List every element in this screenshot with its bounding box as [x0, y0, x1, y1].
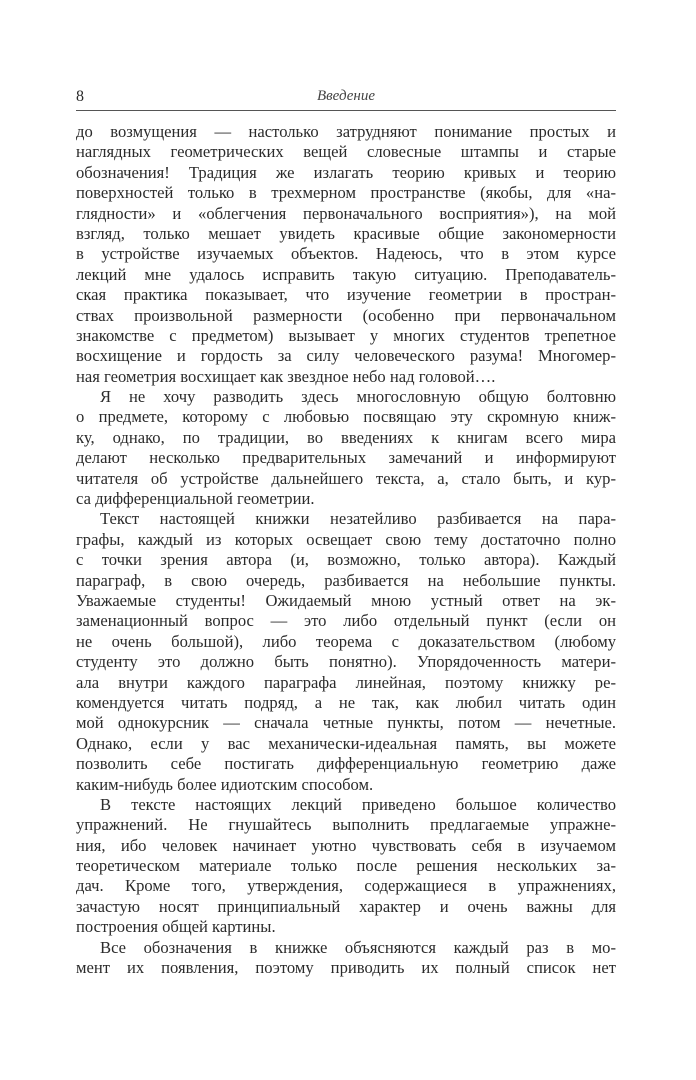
text-line: позволить себе постигать дифференциальную геометрию даже [76, 754, 616, 774]
text-line: Текст настоящей книжки незатейливо разбивается на пара- [100, 509, 616, 529]
text-line: читателя об устройстве дальнейшего текста, а, стало быть, и кур- [76, 468, 616, 488]
text-line: о предмете, которому с любовью посвящаю эту скромную книж- [76, 407, 616, 427]
text-line: ку, однако, по традиции, во введениях к книгам всего мира [76, 427, 616, 447]
text-line: ная геометрия восхищает как звездное небо над головой…. [76, 366, 496, 386]
text-line: восхищение и гордость за силу человеческого разума! Многомер- [76, 346, 616, 366]
text-line: зачастую носят принципиальный характер и очень важны для [76, 896, 616, 916]
text-line: Однако, если у вас механически-идеальная память, вы можете [76, 733, 616, 753]
running-title: Введение [317, 88, 375, 104]
paragraph [76, 122, 616, 387]
text-line: наглядных геометрических вещей словесные штампы и старые [76, 142, 616, 162]
text-line: Я не хочу разводить здесь многословную общую болтовню [100, 387, 616, 407]
text-line: каким-нибудь более идиотским способом. [76, 774, 374, 794]
text-line: ния, ибо человек начинает уютно чувствовать себя в изучаемом [76, 835, 616, 855]
text-line: до возмущения — настолько затрудняют понимание простых и [76, 122, 616, 141]
page-number: 8 [76, 88, 84, 105]
page-body [76, 122, 616, 978]
paragraph [76, 938, 616, 979]
text-line: с точки зрения автора (и, возможно, только автора). Каждый [76, 550, 616, 570]
text-line: построения общей картины. [76, 917, 276, 937]
text-line: параграф, в свою очередь, разбивается на небольшие пункты. [76, 570, 616, 590]
text-line: Все обозначения в книжке объясняются каждый раз в мо- [100, 937, 616, 957]
text-line: знакомстве с предметом) вызывает у многих студентов трепетное [76, 325, 616, 345]
text-line: поверхностей только в трехмерном пространстве (якобы, для «на- [76, 183, 616, 203]
page-header [76, 88, 616, 111]
text-line: комендуется читать подряд, а не так, как любил читать один [76, 692, 616, 712]
text-line: взгляд, только мешает увидеть красивые общие закономерности [76, 223, 616, 243]
text-line: мент их появления, поэтому приводить их полный список нет [76, 958, 616, 978]
text-line: ала внутри каждого параграфа линейная, поэтому книжку ре- [76, 672, 616, 692]
text-line: не очень большой), либо теорема с доказательством (любому [76, 631, 616, 651]
text-line: мой однокурсник — сначала четные пункты, потом — нечетные. [76, 713, 616, 733]
text-line: заменационный вопрос — это либо отдельный пункт (если он [76, 611, 616, 631]
text-line: лекций мне удалось исправить такую ситуацию. Преподаватель- [76, 264, 616, 284]
text-line: обозначения! Традиция же излагать теорию кривых и теорию [76, 162, 616, 182]
text-line: ская практика показывает, что изучение геометрии в простран- [76, 285, 616, 305]
paragraph [76, 387, 616, 509]
text-line: глядности» и «облегчения первоначального восприятия»), на мой [76, 203, 616, 223]
text-line: теоретическом материале только после решения нескольких за- [76, 856, 616, 876]
paragraph [76, 795, 616, 938]
text-line: в устройстве изучаемых объектов. Надеюсь, что в этом курсе [76, 244, 616, 264]
paragraph [76, 509, 616, 794]
text-line: ствах произвольной размерности (особенно при первоначальном [76, 305, 616, 325]
text-line: упражнений. Не гнушайтесь выполнить предлагаемые упражне- [76, 815, 616, 835]
text-line: делают несколько предварительных замечаний и информируют [76, 448, 616, 468]
text-line: Уважаемые студенты! Ожидаемый мною устный ответ на эк- [76, 590, 616, 610]
text-line: графы, каждый из которых освещает свою тему достаточно полно [76, 529, 616, 549]
text-line: дач. Кроме того, утверждения, содержащиеся в упражнениях, [76, 876, 616, 896]
text-line: В тексте настоящих лекций приведено большое количество [100, 794, 616, 814]
text-line: са дифференциальной геометрии. [76, 489, 315, 509]
text-line: студенту это должно быть понятно). Упорядоченность матери- [76, 652, 616, 672]
